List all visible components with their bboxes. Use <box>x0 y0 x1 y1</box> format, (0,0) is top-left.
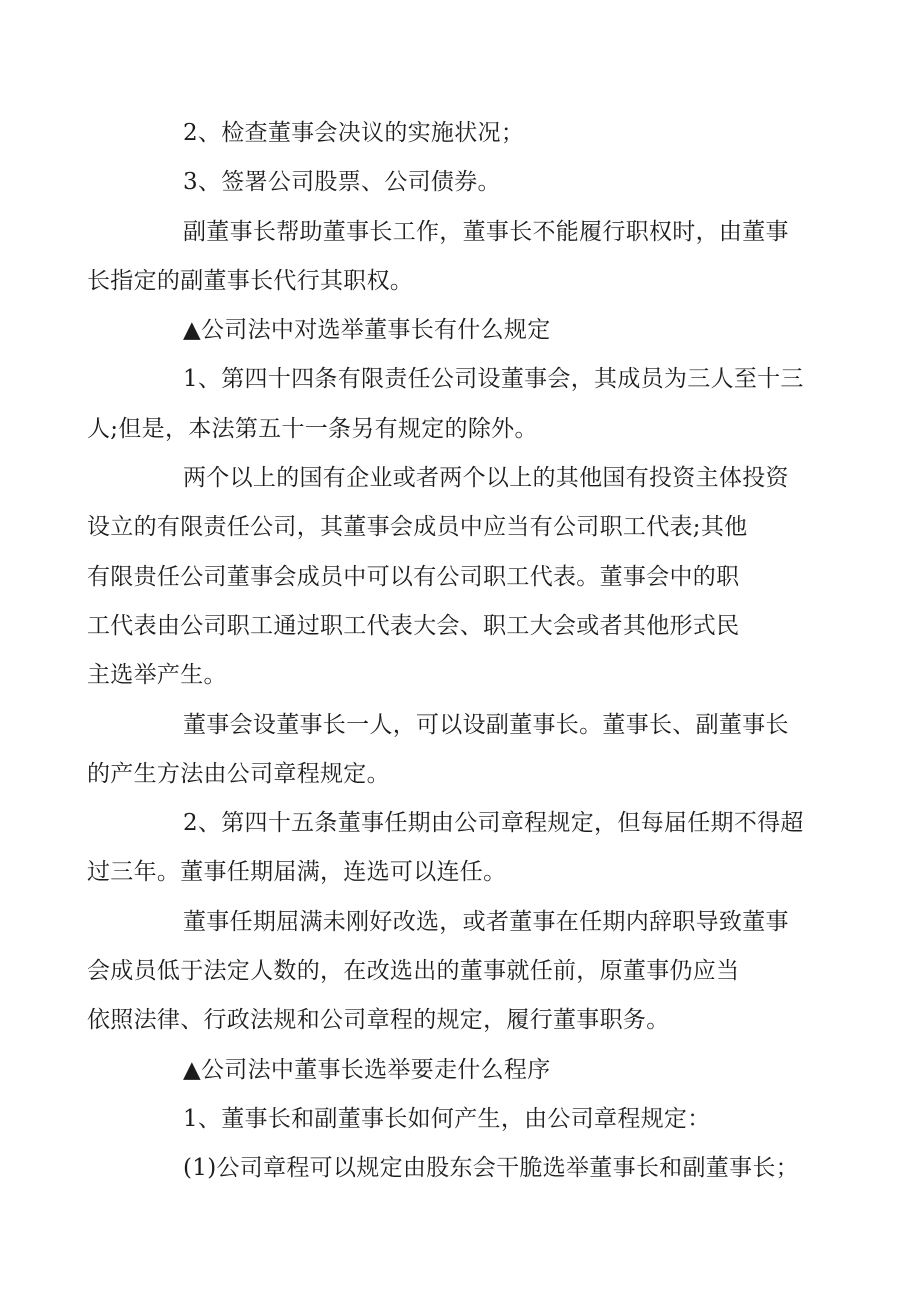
text-line: 主选举产生。 <box>87 662 227 689</box>
paragraph <box>87 799 804 898</box>
document-body <box>87 109 804 1194</box>
text-line: 2、第四十五条董事任期由公司章程规定，但每届任期不得超 <box>183 810 804 837</box>
paragraph <box>87 208 790 307</box>
text-line: 设立的有限责任公司，其董事会成员中应当有公司职工代表;其他 <box>87 514 748 541</box>
text-line: 副董事长帮助董事长工作，董事长不能履行职权时，由董事 <box>183 218 789 245</box>
text-line: 依照法律、行政法规和公司章程的规定，履行董事职务。 <box>87 1007 670 1034</box>
paragraph <box>135 109 790 158</box>
section-heading <box>135 306 790 355</box>
text-line: 2、检查董事会决议的实施状况； <box>183 120 525 146</box>
paragraph <box>87 355 804 454</box>
text-line: (1)公司章程可以规定由股东会干脆选举董事长和副董事长； <box>183 1155 799 1182</box>
text-line: ▲公司法中董事长选举要走什么程序 <box>183 1056 551 1083</box>
text-line: 长指定的副董事长代行其职权。 <box>87 267 414 294</box>
paragraph <box>135 158 790 207</box>
paragraph <box>135 1095 790 1144</box>
text-line: 董事会设董事长一人，可以设副董事长。董事长、副董事长 <box>183 711 789 738</box>
paragraph <box>135 1144 799 1193</box>
text-line: 1、第四十四条有限责任公司设董事会，其成员为三人至十三 <box>183 366 804 393</box>
text-line: 3、签署公司股票、公司债券。 <box>183 169 501 196</box>
paragraph <box>87 454 790 700</box>
text-line: 人;但是，本法第五十一条另有规定的除外。 <box>87 415 538 442</box>
text-line: 两个以上的国有企业或者两个以上的其他国有投资主体投资 <box>183 465 789 492</box>
text-line: 1、董事长和副董事长如何产生，由公司章程规定： <box>183 1105 711 1132</box>
text-line: 会成员低于法定人数的，在改选出的董事就任前，原董事仍应当 <box>87 958 740 985</box>
paragraph <box>87 701 790 800</box>
text-line: 过三年。董事任期届满，连选可以连任。 <box>87 859 507 886</box>
text-line: 有限贵任公司董事会成员中可以有公司职工代表。董事会中的职 <box>87 563 740 590</box>
text-line: 的产生方法由公司章程规定。 <box>87 760 390 787</box>
text-line: 董事任期屈满未刚好改选，或者董事在任期内辞职导致董事 <box>183 908 789 935</box>
paragraph <box>87 898 790 1046</box>
text-line: 工代表由公司职工通过职工代表大会、职工大会或者其他形式民 <box>87 612 740 639</box>
text-line: ▲公司法中对选举董事长有什么规定 <box>183 317 551 344</box>
section-heading <box>135 1046 790 1095</box>
